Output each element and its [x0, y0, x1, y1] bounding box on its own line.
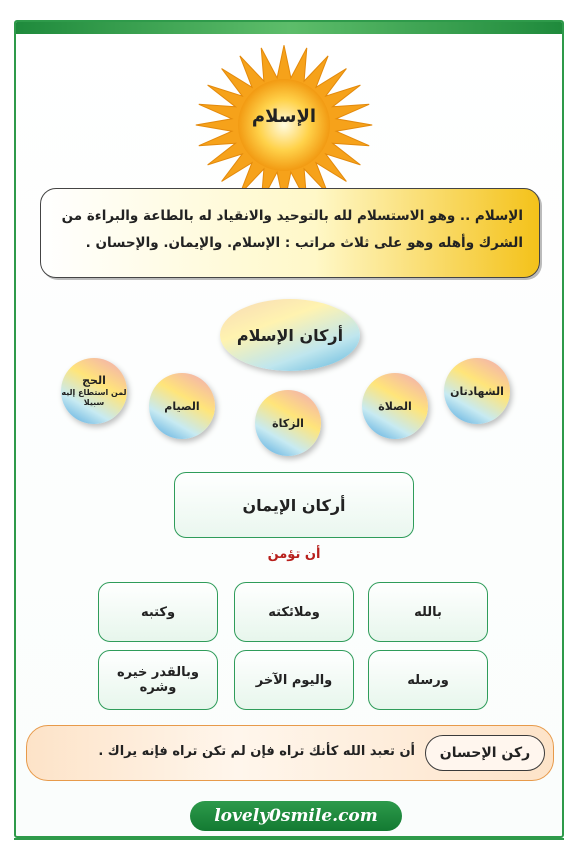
islam-pillar-siyam: [149, 373, 215, 439]
pillar-sublabel: لمن استطاع إليه سبيلا: [61, 388, 127, 407]
bottom-decorative-bar: [14, 838, 564, 840]
faith-item-angels: وملائكته: [234, 582, 354, 642]
faith-pillars-title: أركان الإيمان: [174, 472, 414, 538]
islam-pillar-salah: [362, 373, 428, 439]
pillar-label: الشهادتان: [450, 384, 504, 398]
ihsan-label: ركن الإحسان: [425, 735, 545, 771]
definition-box: [40, 188, 540, 278]
sun-header: [189, 40, 379, 210]
definition-line-2: الشرك وأهله وهو على ثلاث مراتب : الإسلام. والإيمان. والإحسان .: [85, 235, 523, 251]
islam-pillars-title: أركان الإسلام: [220, 299, 360, 371]
faith-item-last-day: واليوم الآخر: [234, 650, 354, 710]
pillar-label: الصلاة: [378, 399, 412, 413]
footer-site-link[interactable]: lovely0smile.com: [190, 801, 402, 831]
islam-pillar-hajj: [61, 358, 127, 424]
definition-line-1: الإسلام .. وهو الاستسلام لله بالتوحيد والانقياد له بالطاعة والبراءة من: [61, 208, 523, 224]
page-content: [14, 20, 564, 840]
islam-pillar-shahada: [444, 358, 510, 424]
faith-item-books: وكتبه: [98, 582, 218, 642]
page-title: الإسلام: [251, 106, 317, 127]
pillar-label: الحج: [82, 374, 106, 387]
islam-pillar-zakah: [255, 390, 321, 456]
pillar-label: الصيام: [164, 399, 200, 413]
faith-item-decree: وبالقدر خيره وشره: [98, 650, 218, 710]
faith-intro: أن تؤمن: [267, 547, 321, 562]
pillar-label: الزكاة: [272, 416, 304, 430]
ihsan-text: أن تعبد الله كأنك تراه فإن لم تكن تراه فإنه يراك .: [98, 744, 415, 759]
faith-item-messengers: ورسله: [368, 650, 488, 710]
ihsan-box: [26, 725, 554, 781]
faith-item-allah: بالله: [368, 582, 488, 642]
